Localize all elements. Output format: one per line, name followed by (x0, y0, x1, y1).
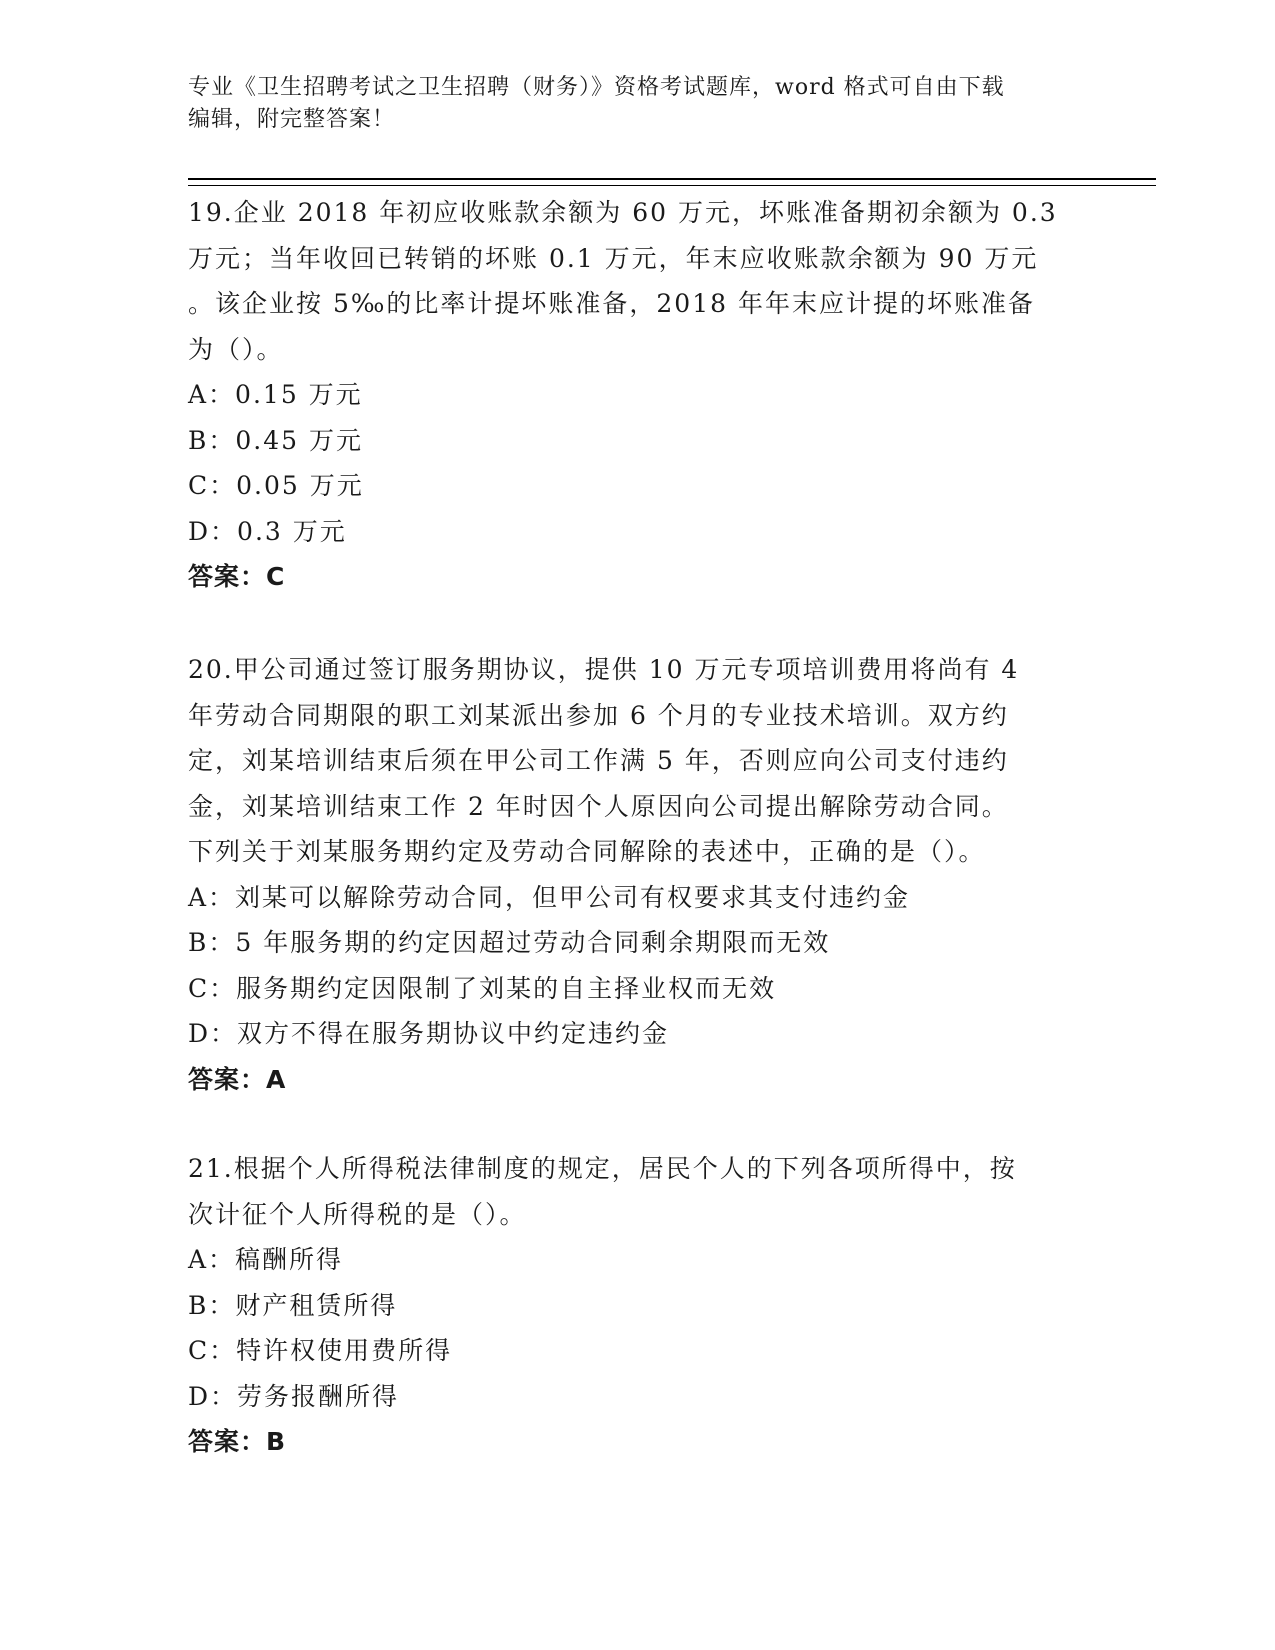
stem-line: 。该企业按 5‰的比率计提坏账准备，2018 年年末应计提的坏账准备 (188, 289, 1035, 318)
option-a: A：稿酬所得 (188, 1245, 344, 1274)
answer: 答案：A (188, 1064, 287, 1094)
stem-line: 万元；当年收回已转销的坏账 0.1 万元，年末应收账款余额为 90 万元 (188, 243, 1039, 273)
option-c: C：0.05 万元 (188, 471, 364, 500)
header-line-1: 专业《卫生招聘考试之卫生招聘（财务）》资格考试题库，word 格式可自由下载 (188, 75, 1005, 100)
stem-line: 定，刘某培训结束后须在甲公司工作满 5 年，否则应向公司支付违约 (188, 746, 1009, 775)
option-b: B：0.45 万元 (188, 425, 363, 455)
question-stem (188, 1146, 1088, 1237)
stem-line: 次计征个人所得税的是（）。 (188, 1199, 527, 1229)
header-rule-thin (188, 185, 1156, 186)
question-20 (188, 647, 1088, 1102)
option-a: A：刘某可以解除劳动合同，但甲公司有权要求其支付违约金 (188, 882, 911, 912)
option-a: A：0.15 万元 (188, 380, 363, 409)
option-c: C：特许权使用费所得 (188, 1336, 453, 1365)
stem-line: 21.根据个人所得税法律制度的规定，居民个人的下列各项所得中，按 (188, 1154, 1017, 1183)
option-c: C：服务期约定因限制了刘某的自主择业权而无效 (188, 973, 777, 1003)
stem-line: 下列关于刘某服务期约定及劳动合同解除的表述中，正确的是（）。 (188, 837, 986, 866)
header-line-2: 编辑，附完整答案！ (188, 107, 396, 132)
question-stem (188, 190, 1088, 372)
option-b: B：5 年服务期的约定因超过劳动合同剩余期限而无效 (188, 928, 831, 957)
stem-line: 金，刘某培训结束工作 2 年时因个人原因向公司提出解除劳动合同。 (188, 791, 1009, 821)
document-header (188, 72, 1088, 136)
stem-line: 19.企业 2018 年初应收账款余额为 60 万元，坏账准备期初余额为 0.3 (188, 198, 1058, 227)
option-d: D：0.3 万元 (188, 516, 347, 546)
question-19 (188, 190, 1088, 600)
header-rule-thick (188, 178, 1156, 180)
option-d: D：劳务报酬所得 (188, 1381, 400, 1411)
answer: 答案：C (188, 562, 286, 591)
option-b: B：财产租赁所得 (188, 1290, 398, 1320)
stem-line: 为（）。 (188, 334, 284, 364)
question-21 (188, 1146, 1088, 1465)
answer: 答案：B (188, 1427, 287, 1456)
option-d: D：双方不得在服务期协议中约定违约金 (188, 1019, 670, 1048)
stem-line: 20.甲公司通过签订服务期协议，提供 10 万元专项培训费用将尚有 4 (188, 655, 1020, 684)
question-stem (188, 647, 1088, 875)
stem-line: 年劳动合同期限的职工刘某派出参加 6 个月的专业技术培训。双方约 (188, 700, 1009, 730)
